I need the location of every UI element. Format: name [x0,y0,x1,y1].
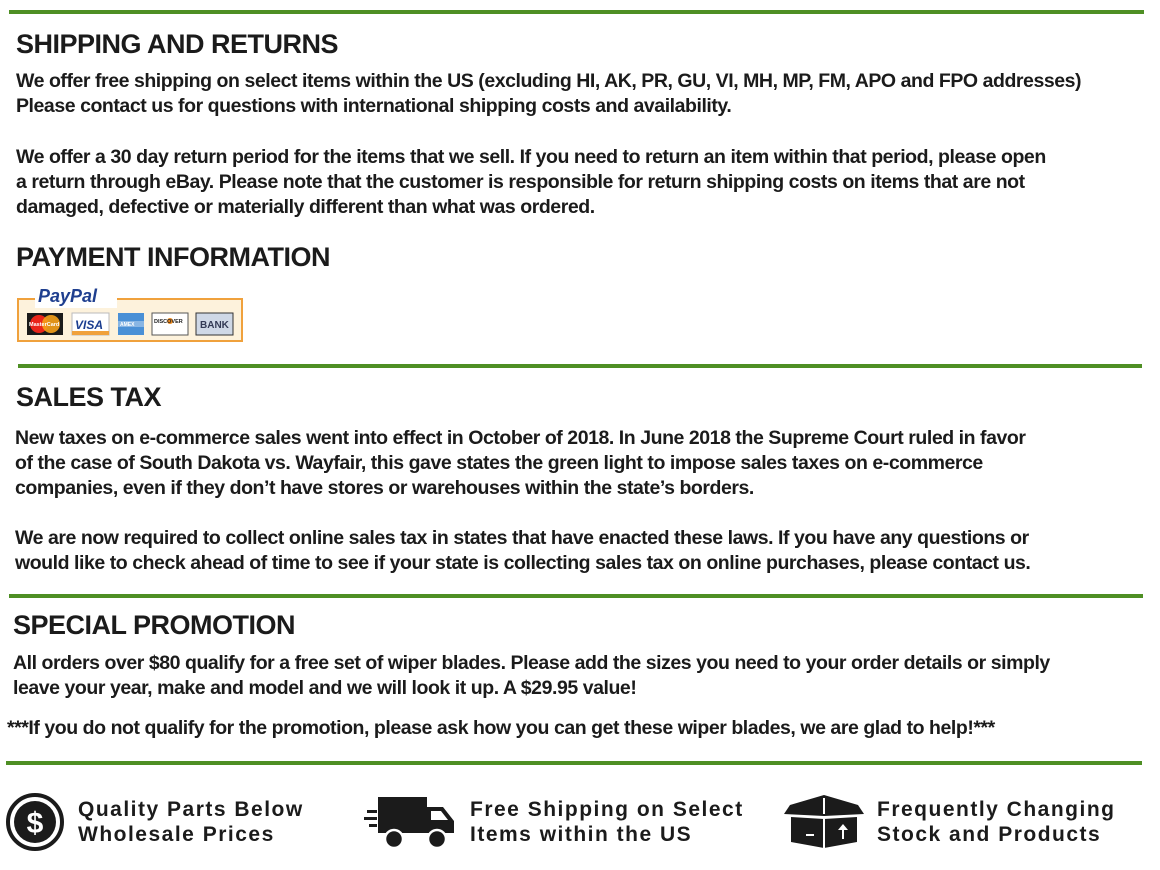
divider-top [9,10,1144,14]
paypal-wordmark: PayPal [38,286,98,306]
divider-tax [18,364,1142,368]
feature-line: Items within the US [470,823,693,846]
text-line: of the case of South Dakota vs. Wayfair, this gave states the green light to impose sales taxes on e-commerce [15,452,983,474]
text-line: We offer free shipping on select items within the US (excluding HI, AK, PR, GU, VI, MH, MP, FM, APO and FPO addresses) [16,70,1082,92]
bank-icon [196,313,233,335]
payment-heading: PAYMENT INFORMATION [16,242,330,272]
svg-text:AMEX: AMEX [120,322,135,328]
feature-quality-parts [6,792,326,852]
sales-tax-paragraph-2 [15,526,1030,576]
divider-features [6,761,1142,765]
text-line: leave your year, make and model and we will look it up. A $29.95 value! [13,677,637,699]
text-line: a return through eBay. Please note that the customer is responsible for return shipping costs on items that are not [16,171,1025,193]
dollar-icon [6,792,66,852]
shipping-heading: SHIPPING AND RETURNS [16,29,339,59]
feature-line: Free Shipping on Select [470,798,744,821]
truck-icon [364,792,456,852]
svg-text:BANK: BANK [200,320,229,331]
amex-icon [118,313,144,335]
svg-text:DISCOVER: DISCOVER [154,319,183,325]
svg-text:$: $ [26,807,44,840]
text-line: ***If you do not qualify for the promotion, please ask how you can get these wiper blades, we are glad to help!*** [7,717,995,739]
text-line: We offer a 30 day return period for the items that we sell. If you need to return an item within that period, please open [16,146,1046,168]
promotion-paragraph [13,651,1050,701]
paypal-acceptance-badge [17,286,243,343]
paypal-logo [17,286,243,343]
feature-line: Frequently Changing [877,798,1116,821]
text-line: companies, even if they don’t have stores or warehouses within the state’s borders. [15,477,754,499]
shipping-paragraph-2 [16,145,1046,220]
feature-free-shipping [364,792,754,852]
sales-tax-heading: SALES TAX [16,382,162,412]
text-line: New taxes on e-commerce sales went into effect in October of 2018. In June 2018 the Supreme Court ruled in favor [15,427,1026,449]
mastercard-icon [27,313,63,335]
discover-icon [152,313,188,335]
svg-text:VISA: VISA [75,318,104,332]
promotion-heading: SPECIAL PROMOTION [13,610,296,640]
sales-tax-paragraph-1 [15,426,1026,501]
feature-line: Wholesale Prices [78,823,275,846]
text-line: We are now required to collect online sales tax in states that have enacted these laws. If you have any questions or [15,527,1029,549]
divider-promo [9,594,1143,598]
text-line: damaged, defective or materially different than what was ordered. [16,196,595,218]
promotion-note [7,716,995,741]
svg-text:MasterCard: MasterCard [29,322,60,328]
text-line: All orders over $80 qualify for a free set of wiper blades. Please add the sizes you need to your order details or simply [13,652,1050,674]
feature-changing-stock [782,792,1122,852]
text-line: would like to check ahead of time to see if your state is collecting sales tax on online purchases, please contact us. [15,552,1031,574]
shipping-paragraph-1 [16,69,1081,119]
visa-icon [72,313,109,335]
box-icon [782,792,866,852]
feature-line: Quality Parts Below [78,798,304,821]
text-line: Please contact us for questions with international shipping costs and availability. [16,95,732,117]
feature-line: Stock and Products [877,823,1102,846]
